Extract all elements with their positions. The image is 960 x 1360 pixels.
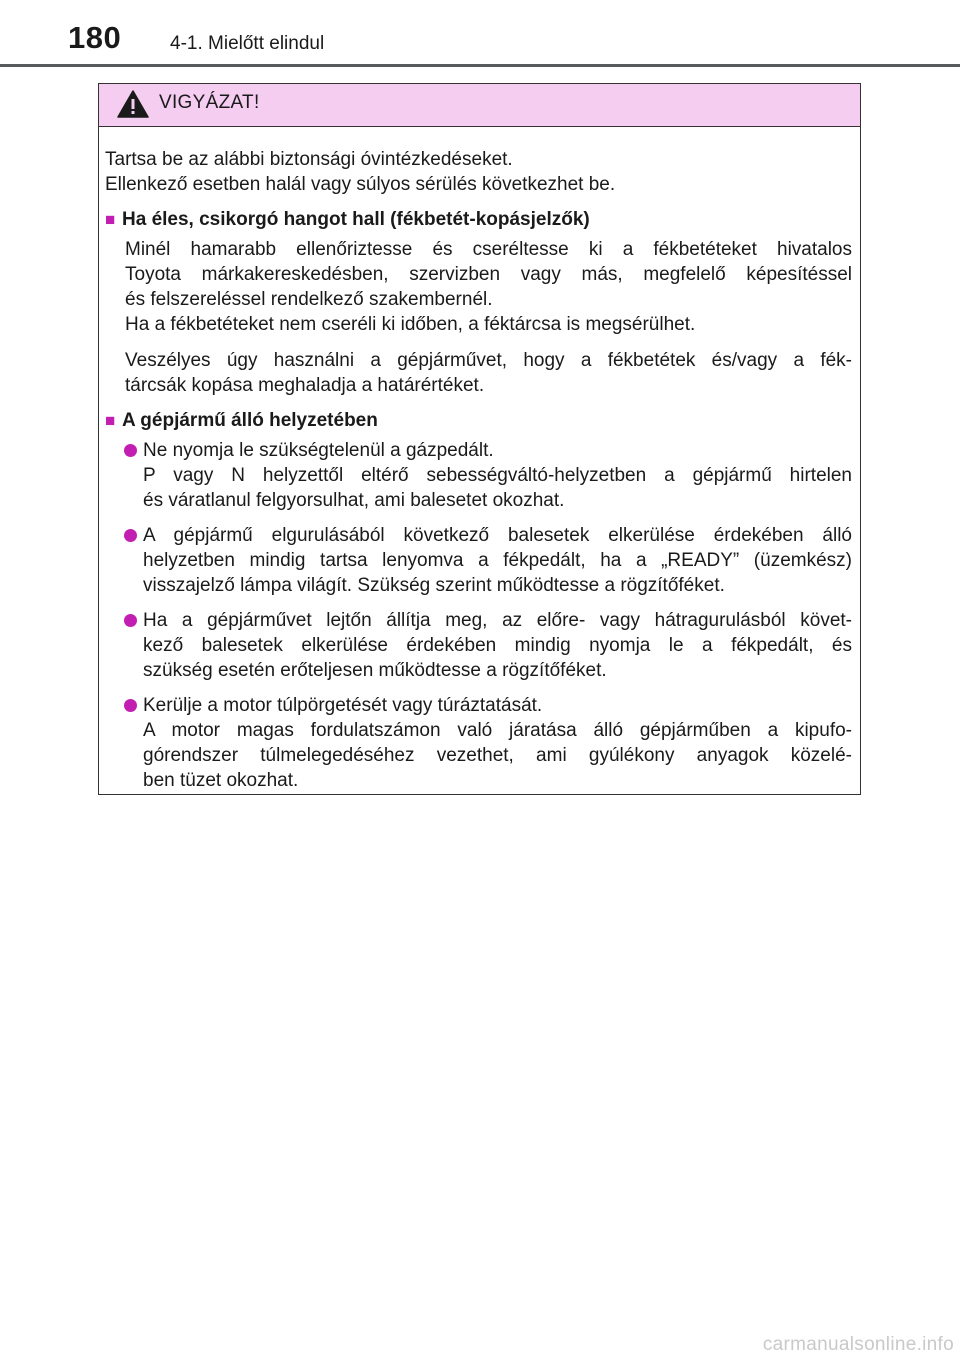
paragraph-line: Ne nyomja le szükségtelenül a gázpedált. [143, 440, 494, 461]
square-bullet-icon: ■ [105, 411, 116, 430]
list-item [105, 693, 852, 793]
list-item-text [143, 438, 852, 513]
dot-bullet-icon [124, 699, 137, 712]
paragraph-line: és felszereléssel rendelkező szakembernél. [125, 289, 493, 310]
list-item-text [143, 693, 852, 793]
list-item [105, 523, 852, 598]
caution-header [99, 84, 860, 127]
dot-bullet-icon [124, 444, 137, 457]
paragraph-line: Veszélyes úgy használni a gépjárművet, hogy a fékbetétek és/vagy a fék- [125, 350, 852, 371]
paragraph-line: P vagy N helyzettől eltérő sebességváltó-helyzetben a gépjármű hirtelen [143, 465, 852, 486]
caution-box [98, 83, 861, 795]
section-heading [105, 207, 852, 232]
paragraph-line: Ha a fékbetéteket nem cseréli ki időben, a féktárcsa is megsérülhet. [125, 314, 696, 335]
list-item [105, 438, 852, 513]
dot-bullet-icon [124, 529, 137, 542]
intro-line: Tartsa be az alábbi biztonsági óvintézkedéseket. [105, 149, 513, 170]
section-paragraph [105, 348, 852, 398]
paragraph-line: és váratlanul felgyorsulhat, ami balesetet okozhat. [143, 490, 565, 511]
intro-line: Ellenkező esetben halál vagy súlyos sérülés következhet be. [105, 174, 616, 195]
warning-triangle-icon [117, 90, 149, 118]
caution-title: VIGYÁZAT! [159, 92, 260, 113]
header-divider [0, 64, 960, 67]
paragraph-line: Minél hamarabb ellenőriztesse és cseréltesse ki a fékbetéteket hivatalos [125, 239, 852, 260]
square-bullet-icon: ■ [105, 210, 116, 229]
paragraph-line: ben tüzet okozhat. [143, 770, 299, 791]
paragraph-line: helyzetben mindig tartsa lenyomva a fékpedált, ha a „READY” (üzemkész) [143, 550, 852, 571]
paragraph-line: tárcsák kopása meghaladja a határértéket. [125, 375, 485, 396]
watermark: carmanualsonline.info [762, 1334, 954, 1355]
paragraph-line: szükség esetén erőteljesen működtesse a rögzítőféket. [143, 660, 607, 681]
list-item-text [143, 523, 852, 598]
caution-body [99, 127, 860, 793]
paragraph-line: Ha a gépjárművet lejtőn állítja meg, az előre- vagy hátragurulásból követ- [143, 610, 852, 631]
paragraph-line: visszajelző lámpa világít. Szükség szerint működtesse a rögzítőféket. [143, 575, 725, 596]
dot-bullet-icon [124, 614, 137, 627]
page-number: 180 [68, 20, 122, 55]
paragraph-line: A motor magas fordulatszámon való járatása álló gépjárműben a kipufo- [143, 720, 852, 741]
paragraph-line: kező balesetek elkerülése érdekében mindig nyomja le a fékpedált, és [143, 635, 852, 656]
section-paragraph [105, 237, 852, 337]
paragraph-line: Toyota márkakereskedésben, szervizben vagy más, megfelelő képesítéssel [125, 264, 852, 285]
section-heading-text: A gépjármű álló helyzetében [122, 410, 378, 431]
section-title: 4-1. Mielőtt elindul [170, 33, 325, 54]
list-item [105, 608, 852, 683]
section-heading [105, 408, 852, 433]
paragraph-line: A gépjármű elgurulásából következő balesetek elkerülése érdekében álló [143, 525, 852, 546]
section-heading-text: Ha éles, csikorgó hangot hall (fékbetét-kopásjelzők) [122, 209, 590, 230]
list-item-text [143, 608, 852, 683]
paragraph-line: górendszer túlmelegedéséhez vezethet, ami gyúlékony anyagok közelé- [143, 745, 852, 766]
caution-intro [105, 147, 852, 197]
paragraph-line: Kerülje a motor túlpörgetését vagy túráztatását. [143, 695, 543, 716]
page-header [0, 0, 960, 70]
